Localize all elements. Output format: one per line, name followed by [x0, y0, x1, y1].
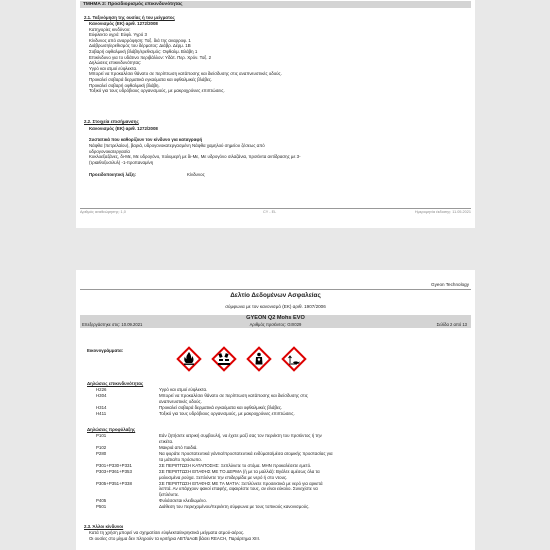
statement-text: Διάθεση του περιεχομένου/περιέκτη σύμφωνα με τους τοπικούς κανονισμούς.: [159, 504, 310, 510]
regulation-heading: Κανονισμός (ΕΚ) αριθ. 1272/2008: [89, 21, 158, 26]
page-number: Σελίδα 2 από 13: [436, 322, 467, 327]
statement-code: H304: [96, 393, 107, 399]
text-line: Κυκλοεξαζάνες, δι-Με, Με υδρογόνο, πολυμερή με δι-Με, Με υδρογόνο σιλαζάνια, προϊόντα αντίδρασης με 3-: [89, 154, 301, 160]
statement-code: H314: [96, 405, 107, 410]
text-line: Προκαλεί σοβαρά δερματικά εγκαύματα και οφθαλμικές βλάβες.: [89, 76, 213, 82]
environment-icon: [281, 346, 307, 372]
statement-text: τα μάτια/το πρόσωπο.: [159, 456, 202, 462]
statement-text: Να φοράτε προστατευτικά γάντια/προστατευτικά ενδύματα/μέσα ατομικής προστασίας για: [159, 451, 333, 456]
regulation-heading: Κανονισμός (ΕΚ) αριθ. 1272/2008: [89, 126, 158, 131]
statement-text: ξεπλένετε.: [159, 492, 180, 497]
text-line: Κατηγορίες κινδύνου:: [89, 26, 131, 32]
document-subtitle: σύμφωνα με τον κανονισμό (ΕΚ) αριθ. 1907/2006: [225, 304, 326, 309]
text-line: Κίνδυνος από αναρρόφηση: Τοξ. διά της αναρροφ. 1: [89, 37, 191, 43]
statement-code: P405: [96, 498, 107, 504]
signal-word-value: Κίνδυνος: [187, 172, 205, 177]
statement-text: λεπτά. Αν υπάρχουν φακοί επαφής, αφαιρέστε τους, αν είναι εύκολο. Συνεχίστε να: [159, 486, 318, 492]
statement-code: P101: [96, 433, 107, 438]
document-page-2: [76, 270, 475, 550]
statement-text: ΣΕ ΠΕΡΙΠΤΩΣΗ ΚΑΤΑΠΟΣΗΣ: Ξεπλύνετε το στόμα. ΜΗΝ προκαλέσετε εμετό.: [159, 462, 312, 468]
text-line: Επικίνδυνο για το υδάτινο περιβάλλον: Υδάτ. Περ. Χρόν. Τοξ. 2: [89, 54, 212, 60]
statement-text: Προκαλεί σοβαρά δερματικά εγκαύματα και οφθαλμικές βλάβες.: [159, 405, 283, 410]
header-divider: [80, 289, 471, 290]
statement-code: P305+P351+P338: [96, 480, 132, 486]
statement-code: H411: [96, 411, 107, 417]
section-2-3-title: 2.3. Άλλοι κίνδυνοι: [84, 524, 124, 529]
statement-text: Εάν ζητήσετε ιατρική συμβουλή, να έχετε μαζί σας τον περιέκτη του προϊόντος ή την: [159, 433, 322, 438]
text-line: Προκαλεί σοβαρή οφθαλμική βλάβη.: [89, 82, 160, 88]
section-2-header: ΤΜΗΜΑ 2: Προσδιορισμός επικινδυνότητας: [80, 1, 471, 8]
text-line: Μπορεί να προκαλέσει θάνατο σε περίπτωση κατάποσης και διείσδυσης στις αναπνευστικές οδούς.: [89, 71, 282, 77]
statement-text: ετικέτα.: [159, 438, 174, 444]
text-line: Σοβαρή οφθαλμική βλάβη/ερεθισμός: Οφθαλμ. Βλάβη 1: [89, 48, 198, 54]
statement-code: P102: [96, 444, 107, 450]
text-line: Τοξικό για τους υδρόβιους οργανισμούς, με μακροχρόνιες επιπτώσεις.: [89, 88, 225, 94]
text-line: Κατά τη χρήση μπορεί να σχηματίσει εύφλεκτα/εκρηκτικά μείγματα ατμού-αέρος.: [89, 530, 245, 535]
text-line: Υγρό και ατμοί εύφλεκτα.: [89, 65, 138, 71]
text-line: Νάφθα (πετρελαίου), βαριά, υδρογονοκατεργασμένη Νάφθα χαμηλού σημείου ζέσεως από: [89, 143, 265, 148]
country-language: CY - EL: [263, 210, 277, 214]
text-line: Εύφλεκτο υγρό: Εύφλ. Υγρό 3: [89, 32, 147, 38]
statement-code: P303+P361+P353: [96, 469, 132, 474]
pictograms-label: Εικονογράμματα:: [87, 348, 124, 353]
hazard-components-heading: Συστατικά που καθορίζουν τον κίνδυνο για καταγραφή: [89, 137, 203, 142]
text-line: Διάβρωση/ερεθισμός του δέρματος: Διάβρ. Δέρμ. 1B: [89, 43, 191, 49]
health-hazard-icon: [246, 346, 272, 372]
statement-code: P501: [96, 504, 107, 510]
ghs-pictograms: [176, 346, 307, 372]
flame-icon: [176, 346, 202, 372]
text-line: υδρογονοκατεργασία: [89, 148, 130, 154]
statement-code: P280: [96, 451, 107, 456]
precautionary-statements-heading: Δηλώσεις προφύλαξης: [87, 427, 136, 432]
text-line: Δηλώσεις επικινδυνότητας:: [89, 60, 142, 66]
revision-number: Αριθμός αναθεώρησης: 1,0: [80, 210, 126, 214]
footer-divider: [80, 208, 471, 209]
issue-date: Ημερομηνία έκδοσης: 11.05.2021: [414, 210, 471, 214]
statement-text: Φυλάσσεται κλειδωμένο.: [159, 498, 207, 504]
statement-code: P301+P330+P331: [96, 462, 132, 468]
section-2-1-title: 2.1. Ταξινόμηση της ουσίας ή του μείγματος: [84, 15, 175, 20]
page-gap: [0, 228, 550, 270]
print-date: Επεξεργάστηκε στις: 10.09.2021: [82, 322, 143, 327]
corrosion-icon: [211, 346, 237, 372]
section-2-2-title: 2.2. Στοιχεία επισήμανσης: [84, 119, 139, 124]
product-header: [80, 315, 471, 328]
document-page-1: [76, 0, 475, 228]
document-title: Δελτίο Δεδομένων Ασφαλείας: [230, 292, 321, 299]
text-line: Οι ουσίες στο μίγμα δεν πληρούν τα κριτήρια ΑΒΤ/αΑαΒ βάσει REACH, Παράρτημα XIII.: [89, 535, 261, 541]
statement-text: Τοξικό για τους υδρόβιους οργανισμούς, με μακροχρόνιες επιπτώσεις.: [159, 411, 295, 417]
text-line: (τριαιθοξυσιλυλ) -1-προπαναμίνη: [89, 159, 154, 165]
statement-text: μολυσμένα ρούχα. Ξεπλύνετε την επιδερμίδα με νερό ή στο ντους.: [159, 474, 288, 480]
hazard-statements-heading: Δηλώσεις επικινδυνότητας: [87, 381, 144, 386]
signal-word-label: Προειδοποιητική λέξη:: [89, 172, 136, 177]
statement-text: ΣΕ ΠΕΡΙΠΤΩΣΗ ΕΠΑΦΗΣ ΜΕ ΤΑ ΜΑΤΙΑ: Ξεπλύνετε προσεκτικά με νερό για αρκετά: [159, 480, 323, 486]
statement-text: Μακριά από παιδιά.: [159, 444, 198, 450]
statement-text: Υγρό και ατμοί εύφλεκτα.: [159, 387, 208, 392]
statement-code: H226: [96, 387, 107, 392]
statement-text: αναπνευστικές οδούς.: [159, 398, 202, 404]
product-name: GYEON Q2 Mohs EVO: [246, 315, 305, 321]
statement-text: Μπορεί να προκαλέσει θάνατο σε περίπτωση κατάποσης και διείσδυσης στις: [159, 393, 308, 399]
product-number: Αριθμός προϊόντος: GIX029: [249, 322, 302, 327]
statement-text: ΣΕ ΠΕΡΙΠΤΩΣΗ ΕΠΑΦΗΣ ΜΕ ΤΟ ΔΕΡΜΑ (ή με τα μαλλιά): Βγάλτε αμέσως όλα τα: [159, 469, 320, 474]
company-name: Gyeon Technology: [431, 282, 469, 287]
